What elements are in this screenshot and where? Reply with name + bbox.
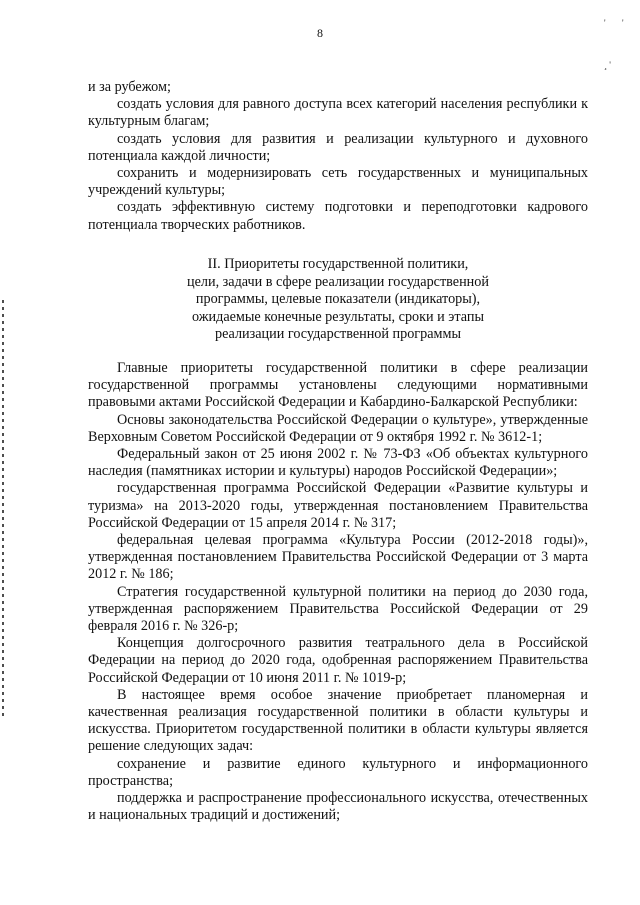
heading-line: программы, целевые показатели (индикаторы), [195, 291, 481, 307]
paragraph: государственная программа Российской Федерации «Развитие культуры и туризма» на 2013-2020 годы, утвержденная постановлением Правительства Российской Федерации от 15 апреля 2014 г. № 317; [88, 480, 588, 531]
scan-mark-top-right-1: ' [604, 18, 606, 28]
paragraph: сохранение и развитие единого культурного и информационного пространства; [88, 755, 588, 789]
paragraph: поддержка и распространение профессионального искусства, отечественных и национальных традиций и достижений; [88, 790, 588, 824]
heading-line: цели, задачи в сфере реализации государственной [187, 273, 489, 290]
paragraph: Основы законодательства Российской Федерации о культуре», утвержденные Верховным Советом Российской Федерации от 9 октября 1992 г. № 3612-1; [88, 411, 588, 445]
paragraph: сохранить и модернизировать сеть государственных и муниципальных учреждений культуры; [88, 165, 588, 199]
heading-line: реализации государственной программы [214, 326, 462, 342]
paragraph: создать эффективную систему подготовки и переподготовки кадрового потенциала творческих работников. [88, 199, 588, 233]
paragraph: и за рубежом; [88, 79, 171, 95]
paragraph: Стратегия государственной культурной политики на период до 2030 года, утвержденная распоряжением Правительства Российской Федерации от 29 февраля 2016 г. № 326-р; [88, 583, 588, 635]
paragraph: Главные приоритеты государственной политики в сфере реализации государственной программы установлены следующими нормативными правовыми актами Российской Федерации и Кабардино-Балкарской Республики: [88, 360, 588, 411]
page-number: 8 [317, 26, 323, 40]
paragraph: создать условия для равного доступа всех категорий населения республики к культурным благам; [88, 96, 588, 130]
section-heading [88, 256, 588, 344]
paragraph: Концепция долгосрочного развития театрального дела в Российской Федерации на период до 2020 года, одобренная распоряжением Правительства Российской Федерации от 10 июня 2011 г. № 1019-р; [88, 635, 588, 686]
scan-mark-top-right-2: ' [622, 18, 624, 28]
scan-mark-right: ¸ ' [604, 60, 611, 70]
heading-line: ожидаемые конечные результаты, сроки и этапы [191, 308, 485, 325]
paragraph: создать условия для развития и реализации культурного и духовного потенциала каждой личности; [88, 130, 588, 164]
paragraph: Федеральный закон от 25 июня 2002 г. № 73-ФЗ «Об объектах культурного наследия (памятниках истории и культуры) народов Российской Федерации»; [88, 446, 588, 480]
paragraph: федеральная целевая программа «Культура России (2012-2018 годы)», утвержденная постановлением Правительства Российской Федерации от 3 марта 2012 г. № 186; [88, 532, 588, 583]
body-text-block [88, 360, 588, 824]
scan-left-edge-artifact [2, 300, 4, 720]
heading-line: II. Приоритеты государственной политики, [207, 256, 469, 272]
top-text-block [88, 79, 588, 234]
paragraph: В настоящее время особое значение приобретает планомерная и качественная реализация государственной политики в области культуры и искусства. Приоритетом государственной политики в области культуры является решение следующих задач: [88, 686, 588, 755]
